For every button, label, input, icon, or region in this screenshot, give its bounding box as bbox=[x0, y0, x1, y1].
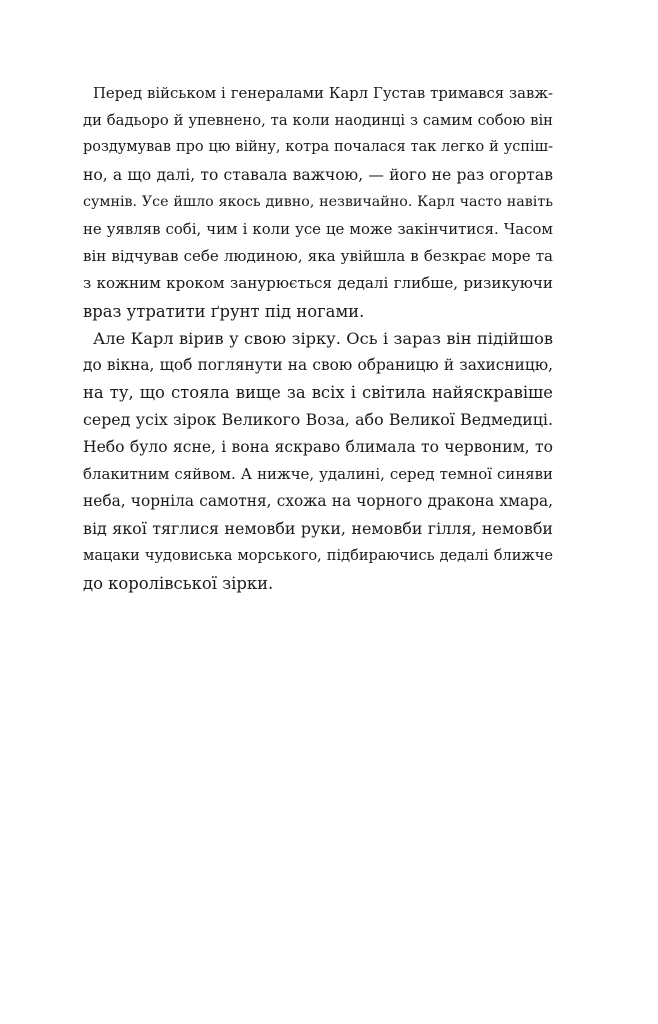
paragraph-2 bbox=[83, 325, 553, 597]
text-line: но, а що далі, то ставала важчою, — його не раз огортав bbox=[83, 165, 553, 184]
text-line: Небо було ясне, і вона яскраво блимала то червоним, то bbox=[83, 437, 553, 456]
text-line: сумнів. Усе йшло якось дивно, незвичайно. Карл часто навіть bbox=[83, 193, 553, 210]
text-line: він відчував себе людиною, яка увійшла в безкрає море та bbox=[83, 247, 553, 266]
text-line: неба, чорніла самотня, схожа на чорного дракона хмара, bbox=[83, 492, 553, 511]
paragraph-1 bbox=[83, 80, 553, 325]
text-line: блакитним сяйвом. А нижче, удалині, серед темної синяви bbox=[83, 464, 553, 483]
text-line: серед усіх зірок Великого Воза, або Великої Ведмедиці. bbox=[83, 410, 553, 430]
body-text bbox=[83, 80, 553, 597]
text-line: до вікна, щоб поглянути на свою обраницю й захисницю, bbox=[83, 356, 553, 375]
text-line: враз утратити ґрунт під ногами. bbox=[83, 301, 365, 321]
text-line: не уявляв собі, чим і коли усе це може закінчитися. Часом bbox=[83, 220, 553, 239]
text-line: Перед військом і генералами Карл Густав тримався завж- bbox=[93, 85, 553, 102]
text-line: від якої тяглися немовби руки, немовби гілля, немовби bbox=[83, 519, 553, 539]
text-line: з кожним кроком занурюється дедалі глибше, ризикуючи bbox=[83, 274, 553, 293]
text-line: ди бадьоро й упевнено, та коли наодинці з самим собою він bbox=[83, 112, 553, 130]
text-line: мацаки чудовиська морського, підбираючись дедалі ближче bbox=[83, 547, 553, 565]
text-line: роздумував про цю війну, котра почалася так легко й успіш- bbox=[83, 139, 553, 156]
text-line: на ту, що стояла вище за всіх і світила найяскравіше bbox=[83, 383, 553, 403]
text-line: Але Карл вірив у свою зірку. Ось і зараз він підійшов bbox=[93, 328, 553, 348]
text-line: до королівської зірки. bbox=[83, 573, 274, 593]
